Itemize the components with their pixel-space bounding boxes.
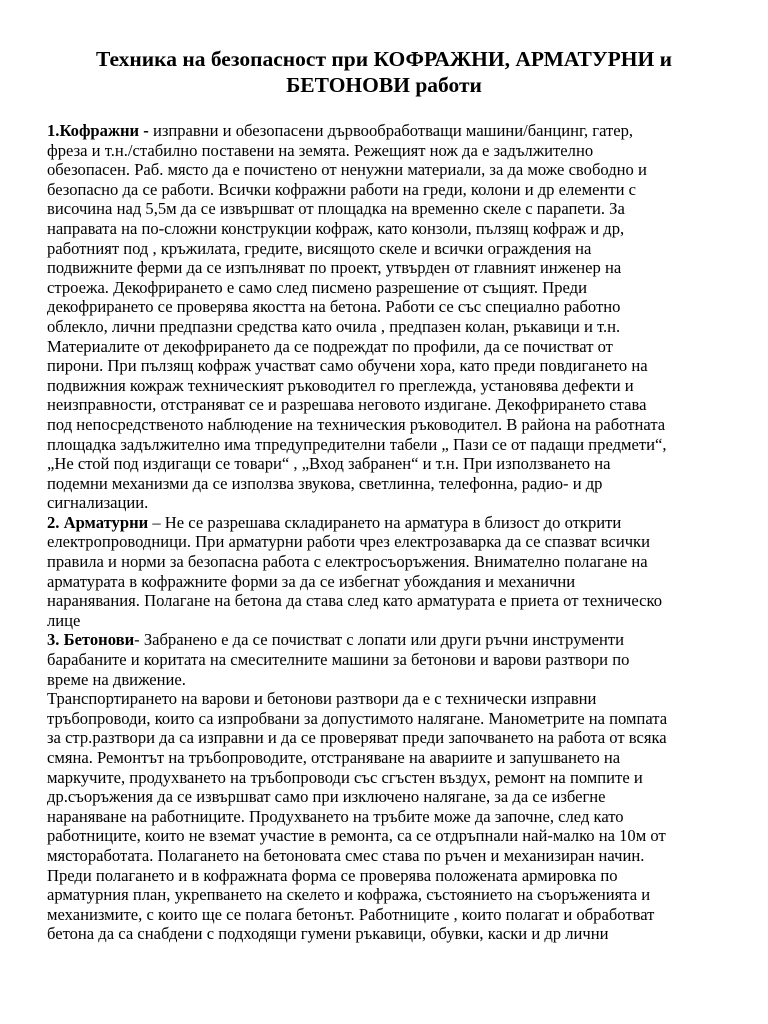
paragraph-line: мястоработата. Полагането на бетоновата смес става по ръчен и механизиран начин.: [47, 845, 645, 865]
paragraph-line: безопасно да се работи. Всички кофражни работи на греди, колони и др елементи с: [47, 179, 637, 199]
paragraph-line: Преди полагането и в кофражната форма се проверява положената армировка по: [47, 865, 618, 885]
paragraph-line: направата на по-сложни конструкции кофраж, като конзоли, пълзящ кофраж и др,: [47, 218, 625, 238]
section-formwork: [47, 121, 747, 513]
title-line: БЕТОНОВИ работи: [286, 73, 482, 97]
paragraph-line: механизмите, с които ще се полага бетонът. Работниците , които полагат и обработват: [47, 904, 655, 924]
paragraph-line: облекло, лични предпазни средства като очила , предпазен колан, ръкавици и т.н.: [47, 316, 621, 336]
paragraph-line: маркучите, продухването на тръбопроводи със сгъстен въздух, ремонт на помпите и: [47, 767, 643, 787]
paragraph-line: 1.Кофражни - изправни и обезопасени дървообработващи машини/банцинг, гатер,: [47, 121, 634, 140]
document-title: [40, 46, 728, 98]
paragraph-line: пирони. При пълзящ кофраж участват само обучени хора, като преди повдигането на: [47, 356, 648, 376]
paragraph-line: лице: [47, 610, 81, 630]
paragraph-line: работниците, които не вземат участие в ремонта, са се отдръпнали най-малко на 10м от: [47, 826, 666, 846]
paragraph-line: време на движение.: [47, 669, 186, 689]
paragraph-line: електропроводници. При арматурни работи чрез електрозаварка да се спазват всички: [47, 532, 650, 552]
paragraph-line: правила и норми за безопасна работа с електросъоръжения. Внимателно полагане на: [47, 552, 648, 572]
document-body: [47, 121, 747, 944]
paragraph-line: смяна. Ремонтът на тръбопроводите, отстраняване на авариите и запушването на: [47, 748, 621, 767]
paragraph-line: арматурния план, укрепването на скелето и кофража, състоянието на съоръженията и: [47, 885, 651, 905]
paragraph-line: Транспортирането на варови и бетонови разтвори да е с технически изправни: [47, 689, 597, 709]
paragraph-line: фреза и т.н./стабилно поставени на земята. Режещият нож да е задължително: [47, 140, 594, 160]
paragraph-line: арматурата в кофражните форми за да се избегнат убождания и механични: [47, 571, 576, 591]
section-reinforcement: [47, 513, 747, 631]
paragraph-line: 2. Арматурни – Не се разрешава складирането на арматура в близост до открити: [47, 512, 622, 532]
section-label: 3. Бетонови: [47, 630, 135, 650]
paragraph-line: височина над 5,5м да се извършват от площадка на временно скеле с парапети. За: [47, 199, 625, 219]
paragraph-line: тръбопроводи, които са изпробвани за допустимото налягане. Манометрите на помпата: [47, 708, 668, 728]
paragraph-line: барабаните и коритата на смесителните машини за бетонови и варови разтвори по: [47, 650, 630, 670]
paragraph-line: под непосредственото наблюдение на техническия ръководител. В района на работната: [47, 414, 666, 434]
paragraph-line: бетона да са снабдени с подходящи гумени ръкавици, обувки, каски и др лични: [47, 924, 609, 944]
paragraph-line: наранявания. Полагане на бетона да става след като арматурата е приета от техническо: [47, 591, 663, 611]
paragraph-line: подемни механизми да се използва звукова, светлинна, телефонна, радио- и др: [47, 473, 603, 493]
paragraph-line: декофрирането се проверява якостта на бетона. Работи се със специално работно: [47, 297, 621, 317]
section-concrete: [47, 630, 747, 944]
paragraph-line: за стр.разтвори да са изправни и да се проверяват преди започването на работа от всяка: [47, 728, 667, 748]
paragraph-line: „Не стой под издигащи се товари“ , „Вход забранен“ и т.н. При използването на: [47, 454, 611, 474]
paragraph-line: Материалите от декофрирането да се подреждат по профили, да се почистват от: [47, 336, 613, 356]
paragraph-line: строежа. Декофрирането е само след писмено разрешение от същият. Преди: [47, 277, 587, 297]
paragraph-line: 3. Бетонови- Забранено е да се почистват с лопати или други ръчни инструменти: [47, 630, 625, 650]
paragraph-line: сигнализации.: [47, 493, 149, 513]
title-line: Техника на безопасност при КОФРАЖНИ, АРМАТУРНИ и: [95, 47, 673, 71]
paragraph-line: площадка задължително има тпредупредителни табели „ Пази се от падащи предмети“,: [47, 434, 667, 454]
section-label: 2. Арматурни: [47, 512, 149, 532]
paragraph-line: подвижния кожраж техническият ръководител го преглежда, установява дефекти и: [47, 375, 634, 395]
paragraph-line: работният под , кръжилата, гредите, висящото скеле и всички ограждения на: [47, 238, 592, 258]
section-label: 1.Кофражни -: [47, 121, 149, 140]
paragraph-line: нараняване на работниците. Продухването на тръбите може да започне, след като: [47, 806, 624, 826]
paragraph-line: обезопасен. Раб. място да е почистено от ненужни материали, за да може свободно и: [47, 160, 647, 180]
paragraph-line: подвижните ферми да се изпълняват по проект, утвърден от главният инженер на: [47, 258, 622, 278]
paragraph-line: др.съоръжения да се извършват само при изключено налягане, за да се избегне: [47, 787, 606, 807]
paragraph-line: неизправности, отстраняват се и разрешава неговото издигане. Декофрирането става: [47, 395, 647, 415]
